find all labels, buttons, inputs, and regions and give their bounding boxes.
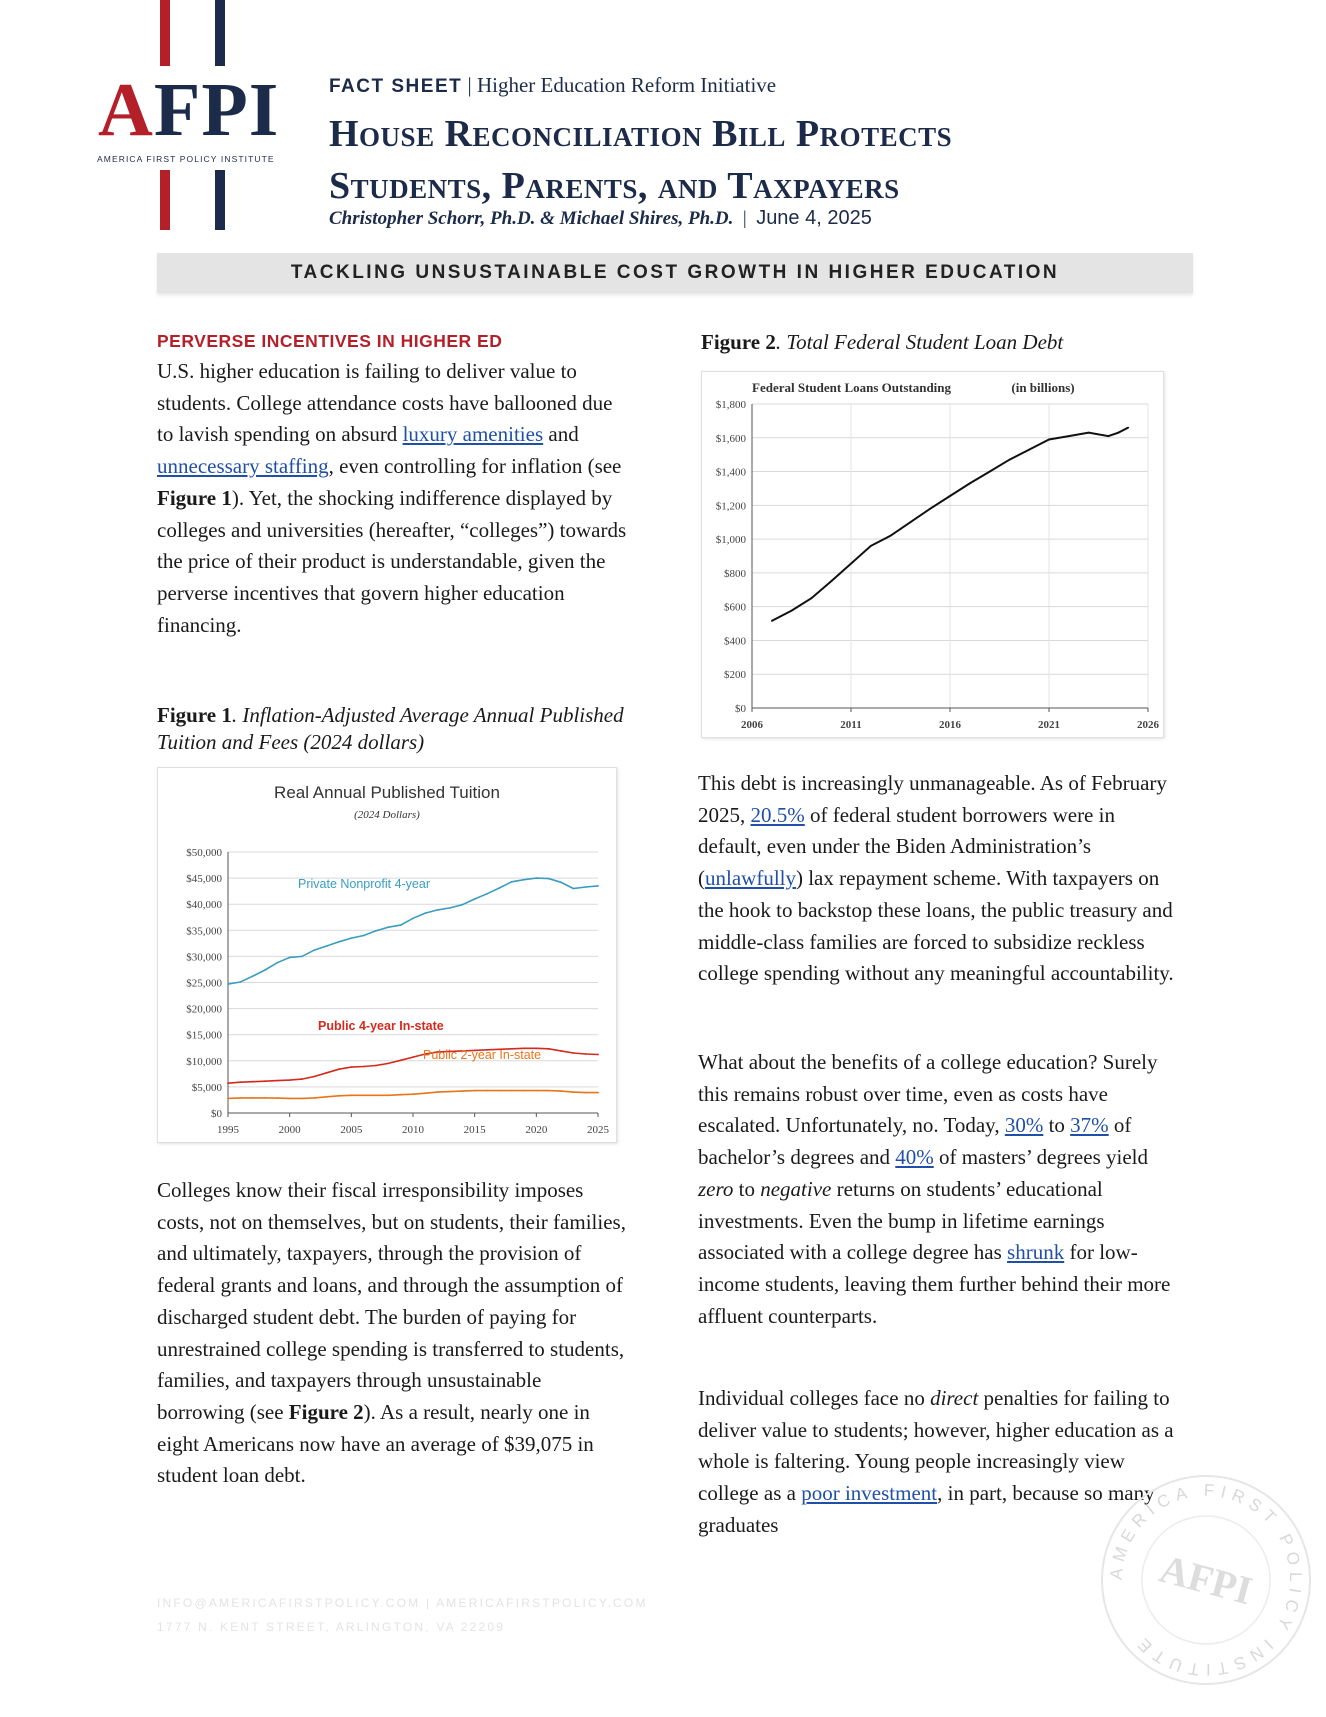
y-tick-label: $0 (735, 703, 746, 715)
x-tick-label: 2010 (402, 1124, 424, 1136)
y-tick-label: $400 (724, 635, 746, 648)
data-point (535, 1090, 537, 1092)
data-point (363, 1066, 365, 1068)
series-label: Public 2-year In-state (423, 1048, 542, 1062)
data-point (301, 1078, 303, 1080)
y-tick-label: $40,000 (186, 899, 222, 912)
data-point (412, 1056, 414, 1058)
data-point (326, 945, 328, 947)
chart-title: Real Annual Published Tuition (274, 783, 500, 802)
data-point (252, 1097, 254, 1099)
data-point (239, 1097, 241, 1099)
data-point (301, 956, 303, 958)
link-37-percent[interactable]: 37% (1070, 1113, 1109, 1138)
data-point (449, 1091, 451, 1093)
data-point (474, 898, 476, 900)
text-run: returns on students’ educational investments. Even the bump in lifetime earnings associated with a college degree has (698, 1176, 1105, 1265)
data-point (523, 879, 525, 881)
text-run: to (1043, 1113, 1071, 1138)
data-point (572, 888, 574, 890)
data-point (437, 1091, 439, 1093)
emphasis-negative: negative (760, 1176, 832, 1201)
figure-2-number: Figure 2 (701, 330, 776, 354)
data-point (511, 1090, 513, 1092)
seal-center-text: AFPI (1155, 1545, 1258, 1614)
data-point (535, 877, 537, 879)
data-point (929, 508, 931, 510)
text-run: and (543, 422, 579, 447)
data-point (276, 1080, 278, 1082)
y-tick-label: $200 (724, 669, 746, 682)
x-tick-label: 2021 (1038, 719, 1060, 731)
data-point (548, 1090, 550, 1092)
link-shrunk[interactable]: shrunk (1007, 1240, 1065, 1265)
footer-contact: INFO@AMERICAFIRSTPOLICY.COM | AMERICAFIRSTPOLICY.COM (157, 1596, 648, 1610)
title-line-2: Students, Parents, and Taxpayers (329, 165, 900, 207)
data-point (276, 962, 278, 964)
data-point (910, 521, 912, 523)
text-run: What about the benefits of a college education? Surely this remains robust over time, even as costs have escalated. Unfortunately, no. Today, (698, 1050, 1158, 1138)
y-tick-label: $1,200 (715, 500, 746, 513)
data-point (771, 620, 773, 622)
x-tick-label: 2016 (939, 719, 961, 731)
left-paragraph-2 (157, 1175, 627, 1492)
link-poor-investment[interactable]: poor investment (801, 1481, 938, 1506)
text-run: ) lax repayment scheme. With taxpayers on the hook to backstop these loans, the public treasury and middle-class families are forced to subsidize reckless college spending without any meaningful accountability. (698, 866, 1174, 986)
data-point (227, 1098, 229, 1100)
data-point (1108, 435, 1110, 437)
data-point (969, 483, 971, 485)
data-point (400, 1059, 402, 1061)
series-line (228, 878, 598, 984)
data-point (811, 597, 813, 599)
logo-bar-red-top-left (160, 0, 170, 66)
text-run: of masters’ degrees yield (933, 1145, 1148, 1170)
data-point (326, 1096, 328, 1098)
y-tick-label: $45,000 (186, 873, 222, 886)
data-point (949, 495, 951, 497)
figure-1-chart-box (157, 767, 617, 1143)
data-point (474, 1090, 476, 1092)
y-tick-label: $800 (724, 567, 746, 580)
title-line-1: House Reconciliation Bill Protects (329, 113, 953, 155)
data-point (350, 1094, 352, 1096)
data-point (313, 1076, 315, 1078)
logo-bar-navy-bottom-right (215, 170, 225, 230)
data-point (597, 885, 599, 887)
series-line (228, 1048, 598, 1083)
chart-subtitle: (in billions) (1011, 380, 1075, 395)
chart-subtitle: (2024 Dollars) (354, 809, 420, 821)
byline (329, 207, 872, 230)
footer-address: 1777 N. KENT STREET, ARLINGTON, VA 22209 (157, 1620, 506, 1634)
data-point (486, 1090, 488, 1092)
student-loan-chart (702, 372, 1163, 737)
x-tick-label: 2020 (525, 1124, 548, 1136)
authors: Christopher Schorr, Ph.D. & Michael Shires, Ph.D. (329, 208, 734, 229)
kicker-line (329, 73, 776, 98)
data-point (461, 904, 463, 906)
figure-2-chart-box (701, 371, 1164, 738)
data-point (585, 1053, 587, 1055)
x-tick-label: 2011 (840, 719, 862, 731)
data-point (264, 1080, 266, 1082)
data-point (585, 886, 587, 888)
data-point (486, 893, 488, 895)
data-point (400, 924, 402, 926)
data-point (1068, 435, 1070, 437)
x-tick-label: 2015 (463, 1124, 486, 1136)
x-tick-label: 2025 (587, 1124, 609, 1136)
y-tick-label: $20,000 (186, 1003, 222, 1016)
data-point (830, 580, 832, 582)
data-point (597, 1092, 599, 1094)
data-point (326, 1072, 328, 1074)
data-point (276, 1097, 278, 1099)
afpi-seal-watermark (1093, 1467, 1319, 1693)
kicker-program: Higher Education Reform Initiative (476, 73, 777, 97)
series-label: Private Nonprofit 4-year (298, 877, 431, 891)
byline-separator: | (742, 208, 747, 229)
data-point (1127, 427, 1129, 429)
y-tick-label: $5,000 (191, 1081, 222, 1094)
data-point (227, 1082, 229, 1084)
data-point (850, 563, 852, 565)
data-point (387, 1063, 389, 1065)
logo-subtitle: AMERICA FIRST POLICY INSTITUTE (97, 154, 275, 164)
y-tick-label: $600 (724, 601, 746, 614)
y-tick-label: $1,000 (715, 534, 746, 547)
data-point (239, 1081, 241, 1083)
data-point (350, 937, 352, 939)
text-run: , in part, because so many graduates (698, 1481, 1155, 1537)
data-point (498, 887, 500, 889)
data-point (375, 930, 377, 932)
data-point (437, 909, 439, 911)
x-tick-label: 1995 (217, 1124, 239, 1136)
figure-2-caption (701, 329, 1171, 356)
data-point (313, 1097, 315, 1099)
data-point (289, 1079, 291, 1081)
data-point (1048, 439, 1050, 441)
kicker-label: FACT SHEET (329, 76, 463, 97)
data-point (1088, 432, 1090, 434)
data-point (400, 1094, 402, 1096)
data-point (585, 1092, 587, 1094)
y-tick-label: $35,000 (186, 925, 222, 938)
data-point (301, 1098, 303, 1100)
text-run: for low-income students, leaving them further behind their more affluent counterparts. (698, 1240, 1171, 1328)
right-paragraph-1 (698, 768, 1176, 990)
data-point (350, 1066, 352, 1068)
y-tick-label: $50,000 (186, 847, 222, 859)
publish-date: June 4, 2025 (756, 207, 872, 229)
data-point (387, 1094, 389, 1096)
text-run: to (733, 1176, 761, 1201)
y-tick-label: $25,000 (186, 977, 222, 990)
data-point (572, 1091, 574, 1093)
data-point (289, 1098, 291, 1100)
kicker-separator: | (467, 73, 472, 97)
data-point (412, 1093, 414, 1095)
x-tick-label: 2000 (278, 1124, 301, 1136)
link-40-percent[interactable]: 40% (895, 1145, 934, 1170)
data-point (338, 1068, 340, 1070)
data-point (560, 1090, 562, 1092)
data-point (252, 1081, 254, 1083)
data-point (461, 1090, 463, 1092)
y-tick-label: $1,800 (715, 399, 746, 411)
figure-1-number: Figure 1 (157, 703, 232, 727)
text-run: This debt is increasingly unmanageable. As of February 2025, (698, 771, 1167, 827)
text-run: Individual colleges face no (698, 1386, 931, 1410)
chart-title: Federal Student Loans Outstanding (752, 380, 952, 395)
data-point (227, 983, 229, 985)
y-tick-label: $0 (211, 1108, 222, 1120)
data-point (498, 1090, 500, 1092)
x-tick-label: 2005 (340, 1124, 363, 1136)
data-point (572, 1052, 574, 1054)
figure-1-caption (157, 702, 627, 756)
data-point (375, 1065, 377, 1067)
data-point (375, 1094, 377, 1096)
figure-1-reference: Figure 1 (157, 485, 232, 510)
logo-letters: FPI (153, 68, 280, 152)
text-run: ). Yet, the shocking indifference displayed by colleges and universities (hereafter, “colleges”) towards the price of their product is understandable, given the perverse incentives that govern higher education financing. (157, 485, 627, 637)
data-point (313, 949, 315, 951)
section-banner: TACKLING UNSUSTAINABLE COST GROWTH IN HIGHER EDUCATION (157, 253, 1193, 293)
data-point (424, 1092, 426, 1094)
y-tick-label: $1,600 (715, 432, 746, 445)
data-point (597, 1054, 599, 1056)
y-tick-label: $10,000 (186, 1055, 222, 1068)
data-point (338, 1095, 340, 1097)
section-heading: PERVERSE INCENTIVES IN HIGHER ED (157, 331, 503, 351)
data-point (1117, 432, 1119, 434)
data-point (548, 878, 550, 880)
x-tick-label: 2026 (1137, 719, 1159, 731)
text-run: of bachelor’s degrees and (698, 1113, 1132, 1170)
text-run: Colleges know their fiscal irresponsibility imposes costs, not on themselves, but on students, their families, and ultimately, taxpayers, through the provision of federal grants and loans, and through the assumption of discharged student debt. The burden of paying for unrestrained college spending is transferred to students, families, and taxpayers through unsustainable borrowing (see (157, 1178, 626, 1424)
data-point (1028, 449, 1030, 451)
data-point (523, 1090, 525, 1092)
data-point (511, 881, 513, 883)
text-run: of federal student borrowers were in default, even under the Biden Administration’s ( (698, 802, 1115, 891)
tuition-chart (158, 768, 616, 1142)
page-title (329, 108, 1229, 212)
data-point (449, 907, 451, 909)
seal-ring-text: AMERICA FIRST POLICY INSTITUTE (1106, 1480, 1306, 1680)
data-point (387, 926, 389, 928)
data-point (1009, 459, 1011, 461)
logo-bar-navy-top-right (215, 0, 225, 66)
link-default-rate[interactable]: 20.5% (750, 802, 805, 827)
data-point (363, 935, 365, 937)
text-run: penalties for failing to deliver value to students; however, higher education as a whole is faltering. Young people increasingly view college as a (698, 1386, 1174, 1506)
figure-2-title: . Total Federal Student Loan Debt (775, 330, 1064, 354)
figure-2-reference: Figure 2 (288, 1399, 364, 1424)
left-paragraph-1 (157, 356, 627, 641)
text-run: , even controlling for inflation (see (328, 454, 622, 479)
data-point (264, 1097, 266, 1099)
y-tick-label: $30,000 (186, 951, 222, 964)
afpi-logo: AFPI (98, 68, 280, 152)
link-30-percent[interactable]: 30% (1004, 1113, 1044, 1138)
figure-1-title: . Inflation-Adjusted Average Annual Published Tuition and Fees (2024 dollars) (157, 703, 624, 754)
text-run: ). As a result, nearly one in eight Americans now have an average of $39,075 in student loan debt. (157, 1399, 594, 1488)
logo-bar-red-bottom-left (160, 170, 170, 230)
data-point (289, 957, 291, 959)
data-point (264, 969, 266, 971)
link-unlawfully[interactable]: unlawfully (705, 866, 796, 891)
data-point (890, 535, 892, 537)
emphasis-zero: zero (698, 1176, 734, 1201)
series-label: Public 4-year In-state (318, 1019, 444, 1033)
text-run: U.S. higher education is failing to deliver value to students. College attendance costs have ballooned due to lavish spending on absurd (157, 359, 613, 447)
emphasis-direct: direct (930, 1386, 979, 1410)
link-luxury-amenities[interactable]: luxury amenities (402, 422, 544, 447)
y-tick-label: $15,000 (186, 1029, 222, 1042)
data-point (560, 881, 562, 883)
x-tick-label: 2006 (741, 719, 763, 731)
right-paragraph-2 (698, 1047, 1176, 1332)
data-point (424, 912, 426, 914)
data-point (791, 610, 793, 612)
data-point (412, 917, 414, 919)
data-point (363, 1094, 365, 1096)
data-point (548, 1048, 550, 1050)
link-unnecessary-staffing[interactable]: unnecessary staffing (157, 454, 329, 479)
data-point (870, 545, 872, 547)
data-point (989, 471, 991, 473)
y-tick-label: $1,400 (715, 466, 746, 479)
data-point (239, 981, 241, 983)
data-point (338, 941, 340, 943)
data-point (560, 1050, 562, 1052)
data-point (252, 975, 254, 977)
